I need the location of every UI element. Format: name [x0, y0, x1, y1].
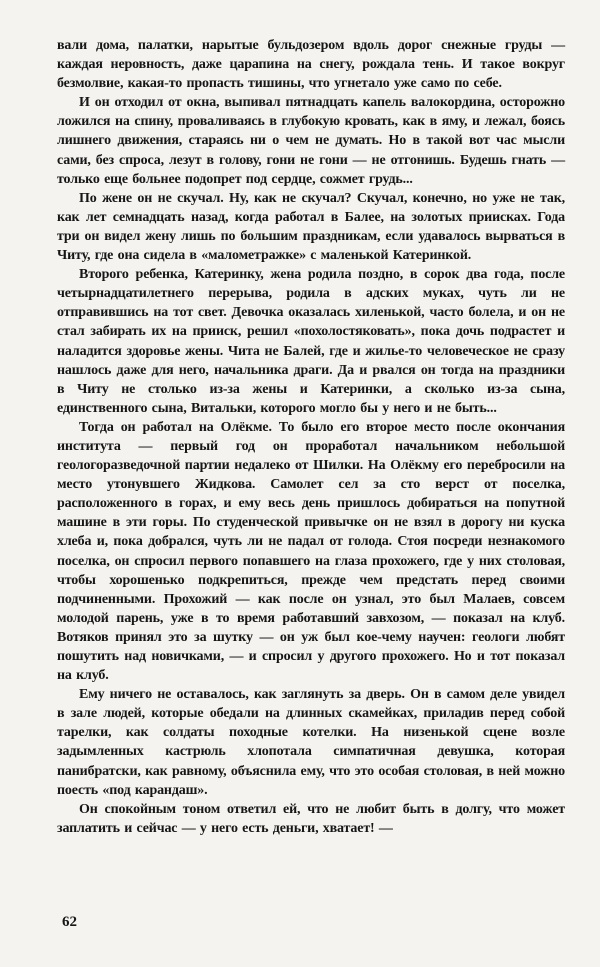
paragraph-5: Тогда он работал на Олёкме. То было его второе место после окончания института — первый год он проработал начальником небольшой геологоразведочной партии недалеко от Шилки. На Олёкму его перебросили на место утонувшего Жидкова. Самолет сел за сто верст от поселка, расположенного в горах, и ему весь день пришлось добираться на попутной машине в эти горы. По студенческой привычке он не взял в дорогу ни куска хлеба и, пока добрался, чуть ли не падал от голода. Стоя посреди незнакомого поселка, он спросил первого попавшего на глаза прохожего, где у них столовая, чтобы хорошенько подкрепиться, прежде чем предстать перед своими подчиненными. Прохожий — как после он узнал, это был Малаев, совсем молодой парень, уже в то время работавший завхозом, — показал на клуб. Вотяков принял это за шутку — он уж был кое-чему научен: геологи любят пошутить над новичками, — и спросил у другого прохожего. Но и тот показал на клуб.	[57, 419, 565, 684]
paragraph-4: Второго ребенка, Катеринку, жена родила поздно, в сорок два года, после четырнадцатилетнего перерыва, родила в адских муках, чуть ли не отправившись на тот свет. Девочка оказалась хиленькой, часто болела, и он не стал забирать их на прииск, решил «похолостяковать», пока дочь подрастет и наладится здоровье жены. Чита не Балей, где и жилье-то человеческое не сразу нашлось даже для него, начальника драги. Да и рвался он тогда на праздники в Читу не столько из-за жены и Катеринки, а сколько из-за сына, единственного сына, Витальки, которого могло бы у него и не быть...	[57, 267, 565, 416]
book-page	[57, 36, 565, 936]
paragraph-2: И он отходил от окна, выпивал пятнадцать капель валокордина, осторожно ложился на спину, проваливаясь в глубокую кровать, как в яму, и лежал, боясь лишнего движения, стараясь ни о чем не думать. Но в такой вот час мысли сами, без спроса, лезут в голову, гони не гони — не отгонишь. Будешь гнать — только еще больнее подопрет под сердце, сожмет грудь...	[57, 95, 565, 187]
paragraph-1: вали дома, палатки, нарытые бульдозером вдоль дорог снежные груды — каждая неровность, даже царапина на снегу, рождала тень. И такое вокруг безмолвие, какая-то пропасть тишины, что угнетало уже само по себе.	[57, 38, 565, 92]
page-number: 62	[62, 914, 77, 930]
paragraph-3: По жене он не скучал. Ну, как не скучал? Скучал, конечно, но уже не так, как лет семнадцать назад, когда работал в Балее, на золотых приисках. Года три он видел жену лишь по большим праздникам, если удавалось вырваться в Читу, где она сидела в «малометражке» с маленькой Катеринкой.	[57, 190, 565, 264]
paragraph-6: Ему ничего не оставалось, как заглянуть за дверь. Он в самом деле увидел в зале людей, которые обедали на длинных скамейках, приладив перед собой тарелки, как солдаты походные котелки. На низенькой сцене возле задымленных кастрюль хлопотала симпатичная девушка, которая панибратски, как равному, объяснила ему, что это особая столовая, в ней можно поесть «под карандаш».	[57, 687, 565, 798]
paragraph-7: Он спокойным тоном ответил ей, что не любит быть в долгу, что может заплатить и сейчас — у него есть деньги, хватает! —	[57, 801, 565, 836]
